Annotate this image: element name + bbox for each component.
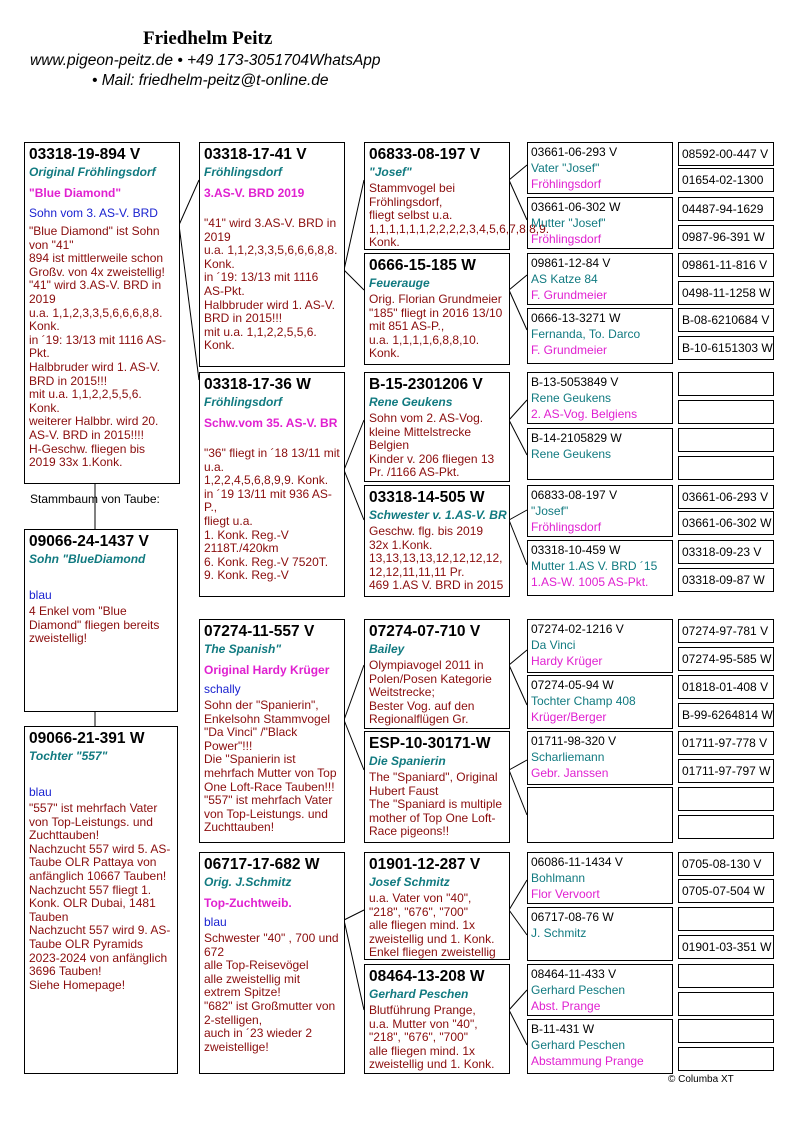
ggp14-ring: 06717-08-76 W xyxy=(531,910,614,924)
grandparent-card-5 xyxy=(364,619,510,729)
gen5-cell-11 xyxy=(678,428,774,452)
ggp1-line3: Fröhlingsdorf xyxy=(531,177,602,191)
gp6-ring-number: ESP-10-30171-W xyxy=(369,735,491,752)
subject-breeder: Original Fröhlingsdorf xyxy=(29,165,156,179)
gen5-cell-23 xyxy=(678,787,774,811)
gen5-cell-5: 09861-11-816 V xyxy=(678,253,774,277)
gen5-cell-7: B-08-6210684 V xyxy=(678,308,774,332)
ggp-card-4 xyxy=(527,308,673,364)
breeder-name: Friedhelm Peitz xyxy=(143,28,273,49)
ggp13-line3: Flor Vervoort xyxy=(531,887,600,901)
ggp11-line2: Scharliemann xyxy=(531,750,605,764)
gen5-cell-15: 03318-09-23 V xyxy=(678,540,774,564)
gp7-name: Josef Schmitz xyxy=(369,875,450,889)
father2-title: Original Hardy Krüger xyxy=(204,663,330,677)
gen5-cell-10 xyxy=(678,400,774,424)
ggp7-line2: "Josef" xyxy=(531,504,569,518)
father-ring-number: 03318-17-41 V xyxy=(204,146,307,163)
gp3-ring-number: B-15-2301206 V xyxy=(369,376,483,393)
ggp9-line3: Hardy Krüger xyxy=(531,654,603,668)
child1-name: Sohn "BlueDiamond xyxy=(29,552,146,566)
gp1-description: Stammvogel bei Fröhlingsdorf, fliegt selbst u.a. 1,1,1,1,1,1,2,2,2,2,3,4,5,6,7,8,8,9. Konk. xyxy=(369,181,550,250)
father-description: "41" wird 3.AS-V. BRD in 2019 u.a. 1,1,2,3,3,5,6,6,6,8,8. Konk. in ´19: 13/13 mit 1116 AS-Pkt. Halbbruder wird 1. AS-V. BRD in 2015!!! mit u.a. 1,1,2,2,5,5,6. Konk. xyxy=(204,216,338,353)
ggp-card-2 xyxy=(527,197,673,249)
gen5-cell-29 xyxy=(678,964,774,988)
child1-color: blau xyxy=(29,588,52,602)
ggp-card-9 xyxy=(527,619,673,673)
ggp3-ring: 09861-12-84 V xyxy=(531,256,611,270)
gp8-name: Gerhard Peschen xyxy=(369,987,469,1001)
gen5-cell-25: 0705-08-130 V xyxy=(678,852,774,876)
gp2-name: Feuerauge xyxy=(369,276,430,290)
ggp2-line2: Mutter "Josef" xyxy=(531,216,606,230)
parent-card-father2 xyxy=(199,619,345,843)
ggp-card-15 xyxy=(527,964,673,1016)
gen5-cell-14: 03661-06-302 W xyxy=(678,511,774,535)
ggp7-ring: 06833-08-197 V xyxy=(531,488,618,502)
ggp6-line2: Rene Geukens xyxy=(531,447,612,461)
gen5-cell-13: 03661-06-293 V xyxy=(678,485,774,509)
gen5-cell-18: 07274-95-585 W xyxy=(678,647,774,671)
ggp15-ring: 08464-11-433 V xyxy=(531,967,617,981)
contact-line-web-phone: www.pigeon-peitz.de • +49 173-3051704WhatsApp xyxy=(30,52,381,69)
mother-ring-number: 03318-17-36 W xyxy=(204,376,311,393)
ggp10-line3: Krüger/Berger xyxy=(531,710,607,724)
gen5-cell-28: 01901-03-351 W xyxy=(678,935,774,959)
gp4-name: Schwester v. 1.AS-V. BR xyxy=(369,508,507,522)
grandparent-card-4 xyxy=(364,485,510,597)
ggp5-line2: Rene Geukens xyxy=(531,391,612,405)
gen5-cell-20: B-99-6264814 W xyxy=(678,703,774,727)
ggp8-line3: 1.AS-W. 1005 AS-Pkt. xyxy=(531,575,649,589)
subject-ring-number: 03318-19-894 V xyxy=(29,146,141,163)
gp3-name: Rene Geukens xyxy=(369,395,453,409)
gp2-description: Orig. Florian Grundmeier "185" fliegt in 2016 13/10 mit 851 AS-P., u.a. 1,1,1,1,6,8,8,10. Konk. xyxy=(369,292,503,361)
ggp9-line2: Da Vinci xyxy=(531,638,576,652)
ggp-card-6 xyxy=(527,428,673,480)
gen5-cell-12 xyxy=(678,456,774,480)
child2-description: "557" ist mehrfach Vater von Top-Leistungs. und Zuchttauben! Nachzucht 557 wird 5. AS-Taube OLR Pattaya von anfänglich 10667 Tauben! Nachzucht 557 fliegt 1. Konk. OLR Dubai, 1481 Tauben Nachzucht 557 wird 9. AS-Taube OLR Pyramids 2023-2024 von anfänglich 3696 Tauben! Siehe Homepage! xyxy=(29,801,171,992)
gen5-cell-32 xyxy=(678,1047,774,1071)
ggp4-line2: Fernanda, To. Darco xyxy=(531,327,641,341)
stammbaum-label: Stammbaum von Taube: xyxy=(30,492,160,506)
subject-note: Sohn vom 3. AS-V. BRD xyxy=(29,206,158,220)
gp6-name: Die Spanierin xyxy=(369,754,446,768)
parent-card-mother xyxy=(199,372,345,597)
father-breeder: Fröhlingsdorf xyxy=(204,165,282,179)
gen5-cell-30 xyxy=(678,992,774,1016)
gen5-cell-8: B-10-6151303 W xyxy=(678,336,774,360)
ggp13-ring: 06086-11-1434 V xyxy=(531,855,623,869)
ggp15-line3: Abst. Prange xyxy=(531,999,601,1013)
gen5-cell-22: 01711-97-797 W xyxy=(678,759,774,783)
gen5-cell-6: 0498-11-1258 W xyxy=(678,281,774,305)
contact-line-mail: • Mail: friedhelm-peitz@t-online.de xyxy=(92,72,329,89)
ggp-card-14 xyxy=(527,907,673,961)
mother2-breeder: Orig. J.Schmitz xyxy=(204,875,292,889)
ggp5-ring: B-13-5053849 V xyxy=(531,375,619,389)
ggp3-line3: F. Grundmeier xyxy=(531,288,608,302)
grandparent-card-6 xyxy=(364,731,510,843)
gen5-cell-9 xyxy=(678,372,774,396)
mother-description: "36" fliegt in ´18 13/11 mit u.a. 1,2,2,4,5,6,8,9,9. Konk. in ´19 13/11 mit 936 AS-P., fliegt u.a. 1. Konk. Reg.-V 2118T./420km 6. Konk. Reg.-V 7520T. 9. Konk. Reg.-V xyxy=(204,446,340,583)
ggp-card-5 xyxy=(527,372,673,424)
child2-color: blau xyxy=(29,785,52,799)
gp5-name: Bailey xyxy=(369,642,405,656)
ggp15-line2: Gerhard Peschen xyxy=(531,983,626,997)
gp5-ring-number: 07274-07-710 V xyxy=(369,623,481,640)
ggp11-line3: Gebr. Janssen xyxy=(531,766,609,780)
ggp-card-7 xyxy=(527,485,673,537)
child-pigeon-card-1 xyxy=(24,529,178,712)
grandparent-card-1 xyxy=(364,142,550,250)
ggp1-ring: 03661-06-293 V xyxy=(531,145,618,159)
ggp-card-12 xyxy=(527,787,673,843)
father-title: 3.AS-V. BRD 2019 xyxy=(204,186,305,200)
ggp16-ring: B-11-431 W xyxy=(531,1022,595,1036)
ggp16-line2: Gerhard Peschen xyxy=(531,1038,626,1052)
grandparent-card-3 xyxy=(364,372,510,482)
ggp8-line2: Mutter 1.AS V. BRD ´15 xyxy=(531,559,658,573)
ggp2-line3: Fröhlingsdorf xyxy=(531,232,602,246)
parent-card-mother2 xyxy=(199,852,345,1074)
gen5-cell-2: 01654-02-1300 xyxy=(678,168,774,192)
parent-card-father xyxy=(199,142,345,367)
ggp14-line2: J. Schmitz xyxy=(531,926,587,940)
child2-ring-number: 09066-21-391 W xyxy=(29,730,145,747)
subject-pigeon-card xyxy=(24,142,180,484)
gp1-ring-number: 06833-08-197 V xyxy=(369,146,481,163)
gen5-cell-26: 0705-07-504 W xyxy=(678,879,774,903)
ggp9-ring: 07274-02-1216 V xyxy=(531,622,624,636)
ggp-card-1 xyxy=(527,142,673,194)
ggp4-line3: F. Grundmeier xyxy=(531,343,608,357)
ggp3-line2: AS Katze 84 xyxy=(531,272,598,286)
gen5-cell-21: 01711-97-778 V xyxy=(678,731,774,755)
child-pigeon-card-2 xyxy=(24,726,178,1074)
gp1-name: "Josef" xyxy=(369,165,412,179)
child1-description: 4 Enkel vom "Blue Diamond" fliegen bereits zweistellig! xyxy=(29,604,160,646)
ggp7-line3: Fröhlingsdorf xyxy=(531,520,602,534)
ggp13-line2: Bohlmann xyxy=(531,871,586,885)
ggp10-line2: Tochter Champ 408 xyxy=(531,694,636,708)
ggp-card-16 xyxy=(527,1019,673,1074)
ggp-card-8 xyxy=(527,540,673,596)
mother2-color: blau xyxy=(204,915,227,929)
father2-breeder: The Spanish" xyxy=(204,642,282,656)
copyright-note: © Columba XT xyxy=(668,1074,734,1085)
mother2-title: Top-Zuchtweib. xyxy=(204,896,292,910)
gen5-cell-17: 07274-97-781 V xyxy=(678,619,774,643)
gp7-description: u.a. Vater von "40", "218", "676", "700" alle fliegen mind. 1x zweistellig und 1. Konk. Enkel fliegen zweistellig xyxy=(369,891,496,960)
gen5-cell-31 xyxy=(678,1019,774,1043)
gp5-description: Olympiavogel 2011 in Polen/Posen Kategorie Weitstrecke; Bester Vog. auf den Regionalflügen Gr. xyxy=(369,658,492,727)
gp8-description: Blutführung Prange, u.a. Mutter von "40", "218", "676", "700" alle fliegen mind. 1x zweistellig und 1. Konk. xyxy=(369,1003,495,1072)
ggp-card-3 xyxy=(527,253,673,305)
gp4-ring-number: 03318-14-505 W xyxy=(369,489,485,506)
ggp8-ring: 03318-10-459 W xyxy=(531,543,621,557)
gen5-cell-4: 0987-96-391 W xyxy=(678,225,774,249)
gp2-ring-number: 0666-15-185 W xyxy=(369,257,476,274)
ggp-card-13 xyxy=(527,852,673,904)
child1-ring-number: 09066-24-1437 V xyxy=(29,533,149,550)
grandparent-card-2 xyxy=(364,253,510,365)
ggp11-ring: 01711-98-320 V xyxy=(531,734,617,748)
subject-title: "Blue Diamond" xyxy=(29,186,122,200)
father2-description: Sohn der "Spanierin", Enkelsohn Stammvogel "Da Vinci" /"Black Power"!!! Die "Spanierin ist mehrfach Mutter von Top One Loft-Race Tauben!!! "557" ist mehrfach Vater von Top-Leistungs. und Zuchttauben! xyxy=(204,698,337,835)
mother-breeder: Fröhlingsdorf xyxy=(204,395,282,409)
grandparent-card-7 xyxy=(364,852,510,960)
gp8-ring-number: 08464-13-208 W xyxy=(369,968,485,985)
ggp10-ring: 07274-05-94 W xyxy=(531,678,614,692)
mother-title: Schw.vom 35. AS-V. BR xyxy=(204,416,338,430)
gp7-ring-number: 01901-12-287 V xyxy=(369,856,481,873)
ggp6-ring: B-14-2105829 W xyxy=(531,431,622,445)
gp3-description: Sohn vom 2. AS-Vog. kleine Mittelstrecke Belgien Kinder v. 206 fliegen 13 Pr. /1166 AS-Pkt. xyxy=(369,411,495,480)
ggp1-line2: Vater "Josef" xyxy=(531,161,600,175)
ggp-card-11 xyxy=(527,731,673,785)
ggp5-line3: 2. AS-Vog. Belgiens xyxy=(531,407,638,421)
gen5-cell-1: 08592-00-447 V xyxy=(678,142,774,166)
subject-description: "Blue Diamond" ist Sohn von "41" 894 ist mittlerweile schon Großv. von 4x zweistellig! "41" wird 3.AS-V. BRD in 2019 u.a. 1,1,2,3,3,5,6,6,6,8,8. Konk. in ´19: 13/13 mit 1116 AS-Pkt. Halbbruder wird 1. AS-V. BRD in 2015!!! mit u.a. 1,1,2,2,5,5,6. Konk. weiterer Halbbr. wird 20. AS-V. BRD in 2015!!!! H-Geschw. fliegen bis 2019 33x 1.Konk. xyxy=(29,224,166,470)
father2-color: schally xyxy=(204,682,241,696)
gen5-cell-3: 04487-94-1629 xyxy=(678,197,774,221)
ggp2-ring: 03661-06-302 W xyxy=(531,200,621,214)
gen5-cell-16: 03318-09-87 W xyxy=(678,568,774,592)
ggp-card-10 xyxy=(527,675,673,729)
child2-name: Tochter "557" xyxy=(29,749,108,763)
grandparent-card-8 xyxy=(364,964,510,1074)
mother2-ring-number: 06717-17-682 W xyxy=(204,856,320,873)
gen5-cell-19: 01818-01-408 V xyxy=(678,675,774,699)
gen5-cell-27 xyxy=(678,907,774,931)
gp4-description: Geschw. flg. bis 2019 32x 1.Konk. 13,13,13,13,12,12,12,12, 12,12,11,11,11 Pr. 469 1.AS V. BRD in 2015 xyxy=(369,524,504,593)
ggp4-ring: 0666-13-3271 W xyxy=(531,311,621,325)
mother2-description: Schwester "40" , 700 und 672 alle Top-Reisevögel alle zweistellig mit extrem Spitze! "682" ist Großmutter von 2-stelligen, auch in ´23 wieder 2 zweistellige! xyxy=(204,931,339,1054)
ggp16-line3: Abstammung Prange xyxy=(531,1054,644,1068)
gen5-cell-24 xyxy=(678,815,774,839)
father2-ring-number: 07274-11-557 V xyxy=(204,623,315,640)
gp6-description: The "Spaniard", Original Hubert Faust The "Spaniard is multiple mother of Top One Loft-Race pigeons!! xyxy=(369,770,502,839)
